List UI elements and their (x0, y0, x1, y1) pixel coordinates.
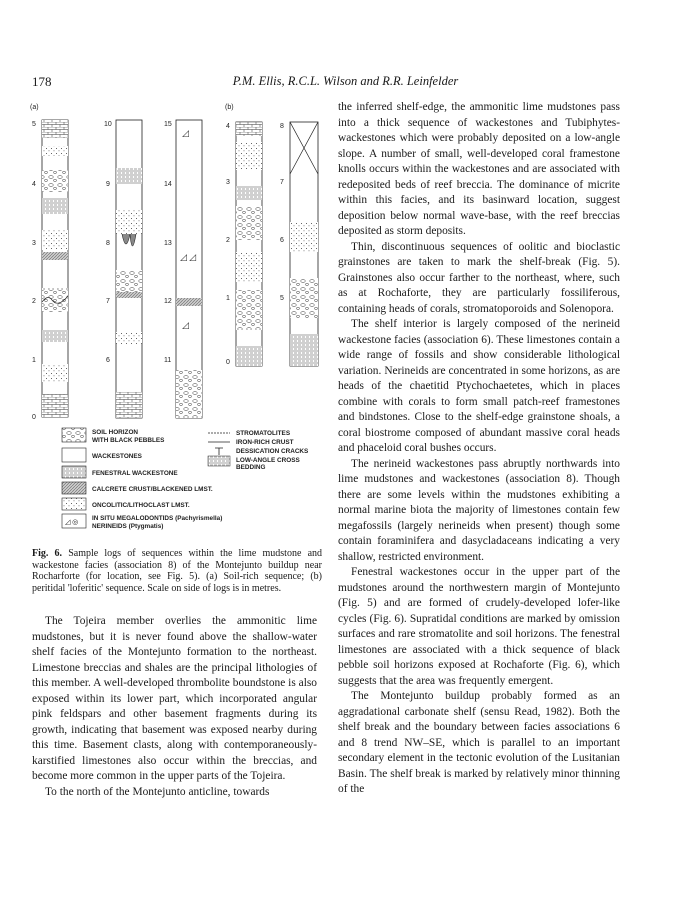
legend-oncolitic: ONCOLITIC/LITHOCLAST LMST. (92, 502, 190, 509)
scale-a-0: 0 (32, 414, 36, 421)
scale-a-6: 6 (106, 357, 110, 364)
scale-a-15: 15 (164, 121, 172, 128)
scale-a-4: 4 (32, 181, 36, 188)
right-paragraph: Thin, discontinuous sequences of oolitic and bioclastic grainstones are taken to mark the shelf-break (Fig. 5). Grainstones also occur farther to the northeast, where, such as at Rochaforte, they are particularly fossiliferous, containing heads of corals, stromatoporoids and Solenopora. (338, 240, 620, 315)
legend-nerineids: NERINEIDS (Ptygmatis) (92, 523, 164, 530)
scale-b-2: 2 (226, 237, 230, 244)
caption-text: Sample logs of sequences within the lime mudstone and wackestone facies (association 8) of the Montejunto buildup near Rocharforte (for location, see Fig. 5). (a) Soil-rich sequence; (b) peritidal 'loferitic' sequence. Scale on side of logs is in metres. (32, 548, 323, 594)
scale-b-8: 8 (280, 123, 284, 130)
right-paragraph: the inferred shelf-edge, the ammonitic lime mudstones pass into a thick sequence of wackestones and Tubiphytes-wackestones which were probably deposited on a low-angle slope. A number of small, well-developed coral framestone knolls occurs within the wackestones and are associated with redeposited beds of reef breccia. The dominance of micrite within this facies, and its basinward location, suggest deposition below normal wave-base, with the reef breccias deposited as storm deposits. (338, 101, 620, 237)
scale-a-1: 1 (32, 357, 36, 364)
scale-a-10: 10 (104, 121, 112, 128)
legend-stromatolites: STROMATOLITES (236, 430, 291, 437)
left-paragraph: To the north of the Montejunto anticline, towards (45, 785, 270, 798)
page-header (32, 74, 659, 92)
panel-a-label: (a) (30, 104, 39, 111)
log-a-column-3 (176, 120, 202, 418)
scale-a-13: 13 (164, 240, 172, 247)
scale-a-8: 8 (106, 240, 110, 247)
log-b-column-2 (290, 122, 318, 366)
log-a-column-1 (42, 120, 68, 417)
legend-soil-horizon: SOIL HORIZON (92, 429, 139, 436)
scale-a-5: 5 (32, 121, 36, 128)
stratigraphic-logs-figure (30, 102, 330, 532)
scale-b-1: 1 (226, 295, 230, 302)
legend-iron-crust: IRON-RICH CRUST (236, 439, 294, 446)
scale-a-3: 3 (32, 240, 36, 247)
scale-a-12: 12 (164, 298, 172, 305)
right-column (338, 100, 620, 798)
svg-text:◿ ◎: ◿ ◎ (65, 518, 79, 526)
legend-bedding: BEDDING (236, 464, 266, 471)
panel-b-label: (b) (225, 104, 234, 111)
log-b-column-1 (236, 122, 262, 366)
legend (62, 428, 309, 530)
scale-a-11: 11 (164, 357, 172, 364)
scale-a-2: 2 (32, 298, 36, 305)
svg-text:◿ ◿: ◿ ◿ (180, 252, 197, 262)
right-paragraph: The shelf interior is largely composed of the nerineid wackestone facies (association 6). These limestones contain a wide range of fossils and show considerable lithological variation. Nerineids are concentrated in some horizons, as are heads of the chaetitid Ptychochaetetes, which in places combine with corals to form small patch-reef framestones and bindstones. Close to the shelf-edge grainstone shoals, a coral biostrome composed of abundant massive coral heads and phaceloid coral bushes occurs. (338, 318, 620, 454)
scale-b-4: 4 (226, 123, 230, 130)
legend-fenestral: FENESTRAL WACKESTONE (92, 470, 178, 477)
legend-megalodontids: IN SITU MEGALODONTIDS (Pachyrismella) (92, 515, 223, 522)
right-paragraph: The Montejunto buildup probably formed as an aggradational carbonate shelf (sensu Read, 1982). Both the shelf break and the boundary between facies associations 6 and 8 trend NW–SE, which is parallel to an important secondary element in the tectonic evolution of the Lusitanian Basin. The shelf break is marked by relatively minor thinning of the (338, 690, 620, 795)
figure-caption (32, 548, 322, 594)
scale-b-0: 0 (226, 359, 230, 366)
svg-text:◿: ◿ (182, 320, 189, 330)
legend-calcrete: CALCRETE CRUST/BLACKENED LMST. (92, 486, 213, 493)
figure-6 (30, 102, 330, 532)
caption-label: Fig. 6. (32, 548, 63, 559)
scale-b-3: 3 (226, 179, 230, 186)
page-number: 178 (32, 74, 52, 89)
scale-a-7: 7 (106, 298, 110, 305)
log-a-column-2 (116, 120, 142, 418)
scale-b-7: 7 (280, 179, 284, 186)
scale-b-5: 5 (280, 295, 284, 302)
legend-low-angle: LOW-ANGLE CROSS (236, 457, 300, 464)
left-column (32, 614, 317, 800)
running-title: P.M. Ellis, R.C.L. Wilson and R.R. Leinfelder (232, 74, 459, 88)
scale-a-14: 14 (164, 181, 172, 188)
scale-a-9: 9 (106, 181, 110, 188)
scale-b-6: 6 (280, 237, 284, 244)
legend-soil-horizon-2: WITH BLACK PEBBLES (92, 437, 165, 444)
right-paragraph: The nerineid wackestones pass abruptly northwards into lime mudstones and wackestones (association 8). Though there are some levels within the mudstones exhibiting a normal marine biota the majority of limestones contain few megafossils (largely nerineids when present) though some contain foraminifera and dasycladaceans indicating a very shallow, restricted environment. (338, 457, 620, 563)
left-paragraph: The Tojeira member overlies the ammonitic lime mudstones, but it is never found above the shallow-water shelf facies of the Montejunto formation to the northeast. Limestone breccias and shales are the principal lithologies of this member. A well-developed thrombolite boundstone is also exposed within its lower part, which incorporated angular pink feldspars and other basement fragments during its growth, indicating that basement was exposed nearby during this time. Basement clasts, along with contemporaneously-karstified limestones also occur within the breccias, and become more common in the upper parts of the Tojeira. (32, 615, 317, 782)
legend-dessication: DESSICATION CRACKS (236, 448, 309, 455)
right-paragraph: Fenestral wackestones occur in the upper part of the mudstones around the northwestern margin of Montejunto (Fig. 5) and are formed of crudely-developed lofer-like cycles (Fig. 6). Supratidal conditions are marked by omission surfaces and rare stromatolite and soil horizons. The fenestral limestones are associated with a thick sequence of black pebble soil horizons exposed at Rochaforte (Fig. 6), which suggests that the area was frequently emergent. (338, 566, 620, 687)
svg-text:◿: ◿ (182, 128, 189, 138)
legend-wackestones: WACKESTONES (92, 453, 142, 460)
